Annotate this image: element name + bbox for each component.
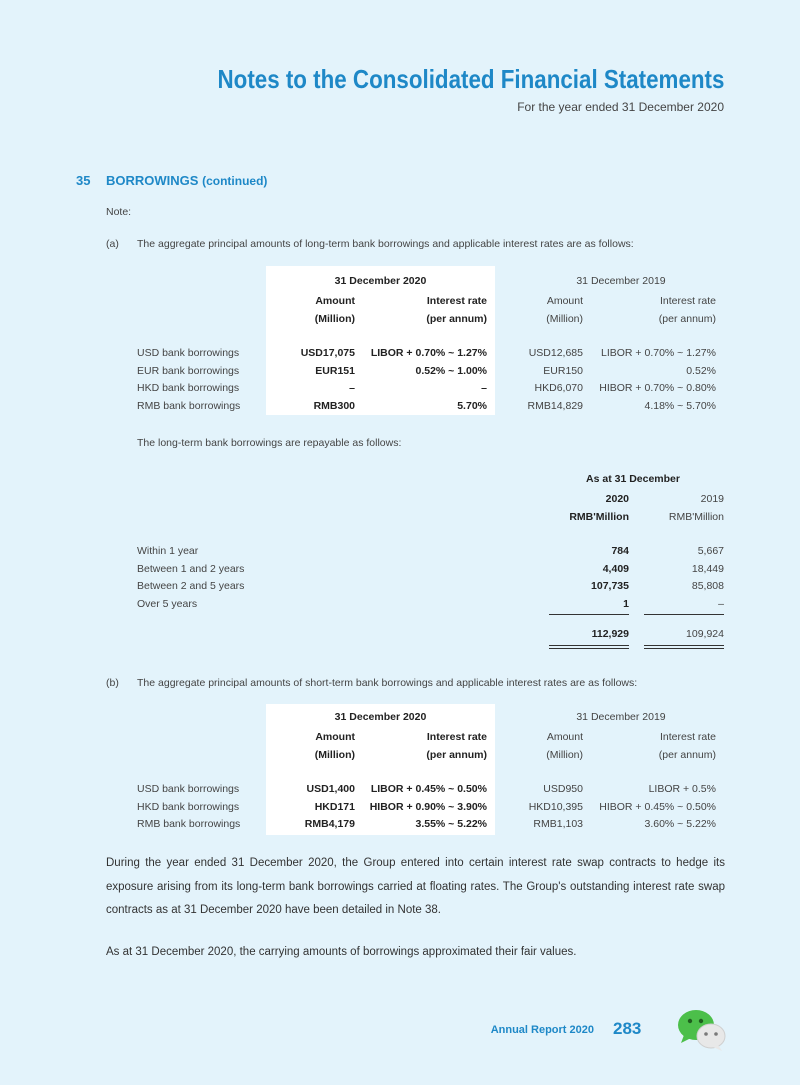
amount-2020: EUR151: [315, 365, 355, 377]
wechat-logo-icon: [676, 1008, 728, 1052]
table-b-year-2020: 31 December 2020: [334, 711, 427, 723]
section-continued: (continued): [202, 174, 268, 188]
footer-label: Annual Report 2020: [490, 1024, 594, 1036]
row-label: Between 2 and 5 years: [137, 580, 245, 592]
row-label: HKD bank borrowings: [137, 382, 240, 394]
value-2019: –: [718, 598, 724, 610]
rate-2020: LIBOR + 0.45% ~ 0.50%: [370, 783, 487, 795]
table-b-unit-row: [137, 749, 725, 765]
amount-2019: RMB1,103: [533, 818, 583, 830]
rate-2020: HIBOR + 0.90% ~ 3.90%: [369, 801, 487, 813]
row-label: USD bank borrowings: [137, 783, 240, 795]
rate-2019: HIBOR + 0.70% ~ 0.80%: [599, 382, 716, 394]
value-2020: 4,409: [602, 563, 629, 575]
table-a-year-2020: 31 December 2020: [334, 275, 427, 287]
amount-2020: –: [349, 382, 355, 394]
table-row: [137, 598, 725, 614]
repayment-table: [137, 466, 725, 656]
row-label: Over 5 years: [137, 598, 198, 610]
rate-2020: 0.52% ~ 1.00%: [415, 365, 487, 377]
value-2020: 784: [611, 545, 629, 557]
table-a-header-row: [137, 295, 725, 311]
rate-2019: 0.52%: [686, 365, 716, 377]
col-amount-2020: Amount: [315, 295, 355, 307]
unit-2019: RMB'Million: [668, 511, 724, 523]
amount-2020: HKD171: [314, 801, 355, 813]
col-rate-2019: Interest rate: [659, 731, 716, 743]
section-number: 35: [76, 173, 91, 188]
table-row: [137, 365, 725, 381]
fair-value-paragraph: As at 31 December 2020, the carrying amounts of borrowings approximated their fair values.: [106, 946, 577, 958]
year-2019: 2019: [700, 493, 724, 505]
swap-paragraph: During the year ended 31 December 2020, the Group entered into certain interest rate swap contracts to hedge its exposure arising from its long-term bank borrowings carried at floating rates. The Group's outstanding interest rate swap contracts as at 31 December 2020 have been detailed in Note 38.: [106, 857, 725, 916]
value-2020: 1: [623, 598, 629, 610]
col-rate-unit-2019: (per annum): [658, 749, 716, 761]
table-a-unit-row: [137, 313, 725, 329]
repayment-year-row: [137, 493, 725, 509]
value-2019: 18,449: [691, 563, 724, 575]
col-amount-2020: Amount: [315, 731, 355, 743]
col-amount-unit-2019: (Million): [546, 749, 583, 761]
rate-2020: LIBOR + 0.70% ~ 1.27%: [370, 347, 487, 359]
repayment-intro: The long-term bank borrowings are repayable as follows:: [137, 437, 402, 449]
table-row: [137, 783, 725, 799]
col-rate-unit-2020: (per annum): [426, 749, 487, 761]
row-label: RMB bank borrowings: [137, 818, 241, 830]
table-row: [137, 400, 725, 416]
page-subtitle: For the year ended 31 December 2020: [517, 100, 724, 114]
total-2020: 112,929: [591, 628, 629, 640]
subtotal-rule-2019: [644, 614, 724, 615]
section-heading: [76, 173, 267, 188]
row-label: HKD bank borrowings: [137, 801, 240, 813]
table-row: [137, 818, 725, 834]
repayment-unit-row: [137, 511, 725, 527]
col-rate-2020: Interest rate: [426, 295, 487, 307]
table-row: [137, 801, 725, 817]
total-rule-2020-b: [549, 648, 629, 649]
row-label: Within 1 year: [137, 545, 199, 557]
amount-2019: EUR150: [543, 365, 583, 377]
total-row: [137, 628, 725, 644]
part-b-marker: (b): [106, 677, 119, 689]
page-title: Notes to the Consolidated Financial Statements: [217, 64, 724, 94]
row-label: Between 1 and 2 years: [137, 563, 245, 575]
rate-2019: 3.60% ~ 5.22%: [644, 818, 716, 830]
rate-2020: 3.55% ~ 5.22%: [415, 818, 487, 830]
table-b-year-2019: 31 December 2019: [576, 711, 666, 723]
row-label: EUR bank borrowings: [137, 365, 240, 377]
amount-2019: HKD6,070: [534, 382, 583, 394]
col-rate-2019: Interest rate: [659, 295, 716, 307]
page-number: 283: [613, 1019, 642, 1038]
note-label: Note:: [106, 206, 132, 218]
value-2019: 85,808: [691, 580, 724, 592]
total-rule-2020-a: [549, 645, 629, 646]
rate-2019: LIBOR + 0.5%: [648, 783, 716, 795]
short-term-borrowings-table: [137, 704, 725, 836]
table-row: [137, 545, 725, 561]
col-amount-unit-2019: (Million): [546, 313, 583, 325]
part-b-intro: The aggregate principal amounts of short-term bank borrowings and applicable interest rates are as follows:: [137, 677, 638, 689]
amount-2019: RMB14,829: [527, 400, 583, 412]
col-amount-2019: Amount: [546, 295, 583, 307]
total-2019: 109,924: [686, 628, 724, 640]
row-label: RMB bank borrowings: [137, 400, 241, 412]
rate-2020: 5.70%: [457, 400, 487, 412]
table-a-year-2019: 31 December 2019: [576, 275, 666, 287]
rate-2019: HIBOR + 0.45% ~ 0.50%: [599, 801, 716, 813]
unit-2020: RMB'Million: [569, 511, 629, 523]
total-rule-2019-a: [644, 645, 724, 646]
year-2020: 2020: [605, 493, 629, 505]
repayment-heading: As at 31 December: [586, 473, 680, 485]
section-title: BORROWINGS: [106, 173, 199, 188]
rate-2020: –: [481, 382, 487, 394]
table-b-header-row: [137, 731, 725, 747]
subtotal-rule-2020: [549, 614, 629, 615]
table-row: [137, 563, 725, 579]
table-row: [137, 580, 725, 596]
amount-2020: RMB300: [313, 400, 355, 412]
col-rate-unit-2019: (per annum): [658, 313, 716, 325]
col-rate-2020: Interest rate: [426, 731, 487, 743]
col-rate-unit-2020: (per annum): [426, 313, 487, 325]
col-amount-2019: Amount: [546, 731, 583, 743]
col-amount-unit-2020: (Million): [314, 749, 355, 761]
amount-2019: HKD10,395: [528, 801, 583, 813]
amount-2020: USD17,075: [300, 347, 355, 359]
col-amount-unit-2020: (Million): [314, 313, 355, 325]
rate-2019: LIBOR + 0.70% ~ 1.27%: [601, 347, 716, 359]
part-a-intro: The aggregate principal amounts of long-term bank borrowings and applicable interest rates are as follows:: [137, 238, 634, 250]
total-rule-2019-b: [644, 648, 724, 649]
part-a-marker: (a): [106, 238, 119, 250]
amount-2019: USD950: [543, 783, 583, 795]
value-2019: 5,667: [697, 545, 724, 557]
amount-2019: USD12,685: [528, 347, 583, 359]
table-row: [137, 347, 725, 363]
value-2020: 107,735: [591, 580, 629, 592]
rate-2019: 4.18% ~ 5.70%: [644, 400, 716, 412]
row-label: USD bank borrowings: [137, 347, 240, 359]
table-row: [137, 382, 725, 398]
amount-2020: RMB4,179: [304, 818, 355, 830]
amount-2020: USD1,400: [306, 783, 355, 795]
long-term-borrowings-table: [137, 266, 725, 416]
